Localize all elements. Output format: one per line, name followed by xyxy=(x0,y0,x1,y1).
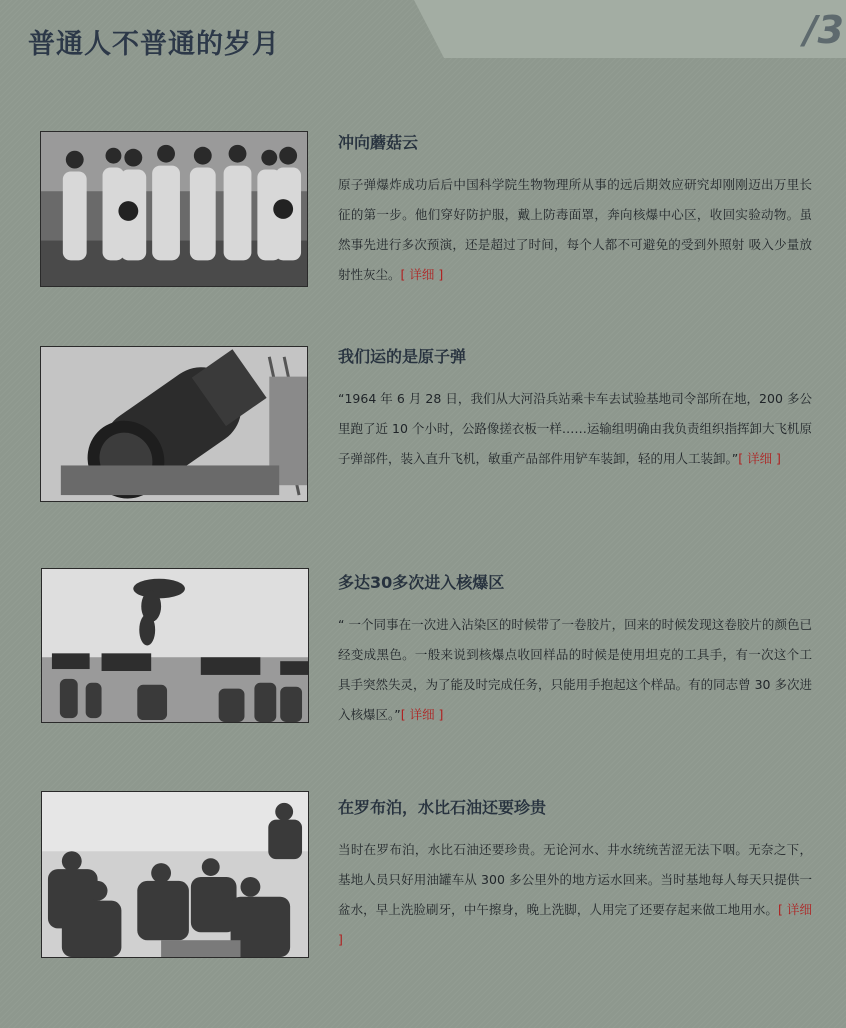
article-item xyxy=(0,130,846,310)
article-body xyxy=(338,384,812,474)
article-body xyxy=(338,610,812,730)
article-text: “ 一个同事在一次进入沾染区的时候带了一卷胶片，回来的时候发现这卷胶片的颜色已经变成黑色。一般来说到核爆点收回样品的时候是使用坦克的工具手，有一次这个工具手突然失灵，为了能及时完成任务，只能用手抱起这个样品。有的同志曾 30 多次进入核爆区。” xyxy=(338,617,812,722)
article-photo-mushroom-cloud[interactable] xyxy=(41,568,309,723)
article-item xyxy=(0,570,846,750)
header-band xyxy=(414,0,846,58)
article-title: 多达30多次进入核爆区 xyxy=(338,573,505,592)
article-title: 在罗布泊，水比石油还要珍贵 xyxy=(338,798,547,817)
article-photo-workers[interactable] xyxy=(41,791,309,958)
article-text: “1964 年 6 月 28 日，我们从大河沿兵站乘卡车去试验基地司令部所在地，200 多公里跑了近 10 个小时，公路像搓衣板一样……运输组明确由我负责组织指挥卸大飞机原子弹部件，装入直升飞机，敏重产品部件用铲车装卸，轻的用人工装卸。” xyxy=(338,391,812,466)
article-photo-bomb[interactable] xyxy=(40,346,308,502)
article-title: 我们运的是原子弹 xyxy=(338,347,467,366)
article-body xyxy=(338,170,812,290)
article-text: 原子弹爆炸成功后后中国科学院生物物理所从事的远后期效应研究却刚刚迈出万里长征的第一步。他们穿好防护服，戴上防毒面罩，奔向核爆中心区，收回实验动物。虽然事先进行多次预演，还是超过了时间，每个人都不可避免的受到外照射 吸入少量放射性灰尘。 xyxy=(338,177,812,282)
detail-link[interactable]: [ 详细 ] xyxy=(400,707,444,722)
article-body xyxy=(338,835,812,955)
page-title: 普通人不普通的岁月 xyxy=(28,29,280,60)
article-title: 冲向蘑菇云 xyxy=(338,133,419,152)
detail-link[interactable]: [ 详细 ] xyxy=(338,902,812,947)
article-item xyxy=(0,344,846,524)
page-number: /3 xyxy=(803,8,844,52)
article-photo-soldiers[interactable] xyxy=(40,131,308,287)
detail-link[interactable]: [ 详细 ] xyxy=(738,451,781,466)
detail-link[interactable]: [ 详细 ] xyxy=(400,267,444,282)
article-text: 当时在罗布泊，水比石油还要珍贵。无论河水、井水统统苦涩无法下咽。无奈之下，基地人员只好用油罐车从 300 多公里外的地方运水回来。当时基地每人每天只提供一盆水，早上洗脸刷牙，中午擦身，晚上洗脚，人用完了还要存起来做工地用水。 xyxy=(338,842,812,917)
article-item xyxy=(0,795,846,975)
